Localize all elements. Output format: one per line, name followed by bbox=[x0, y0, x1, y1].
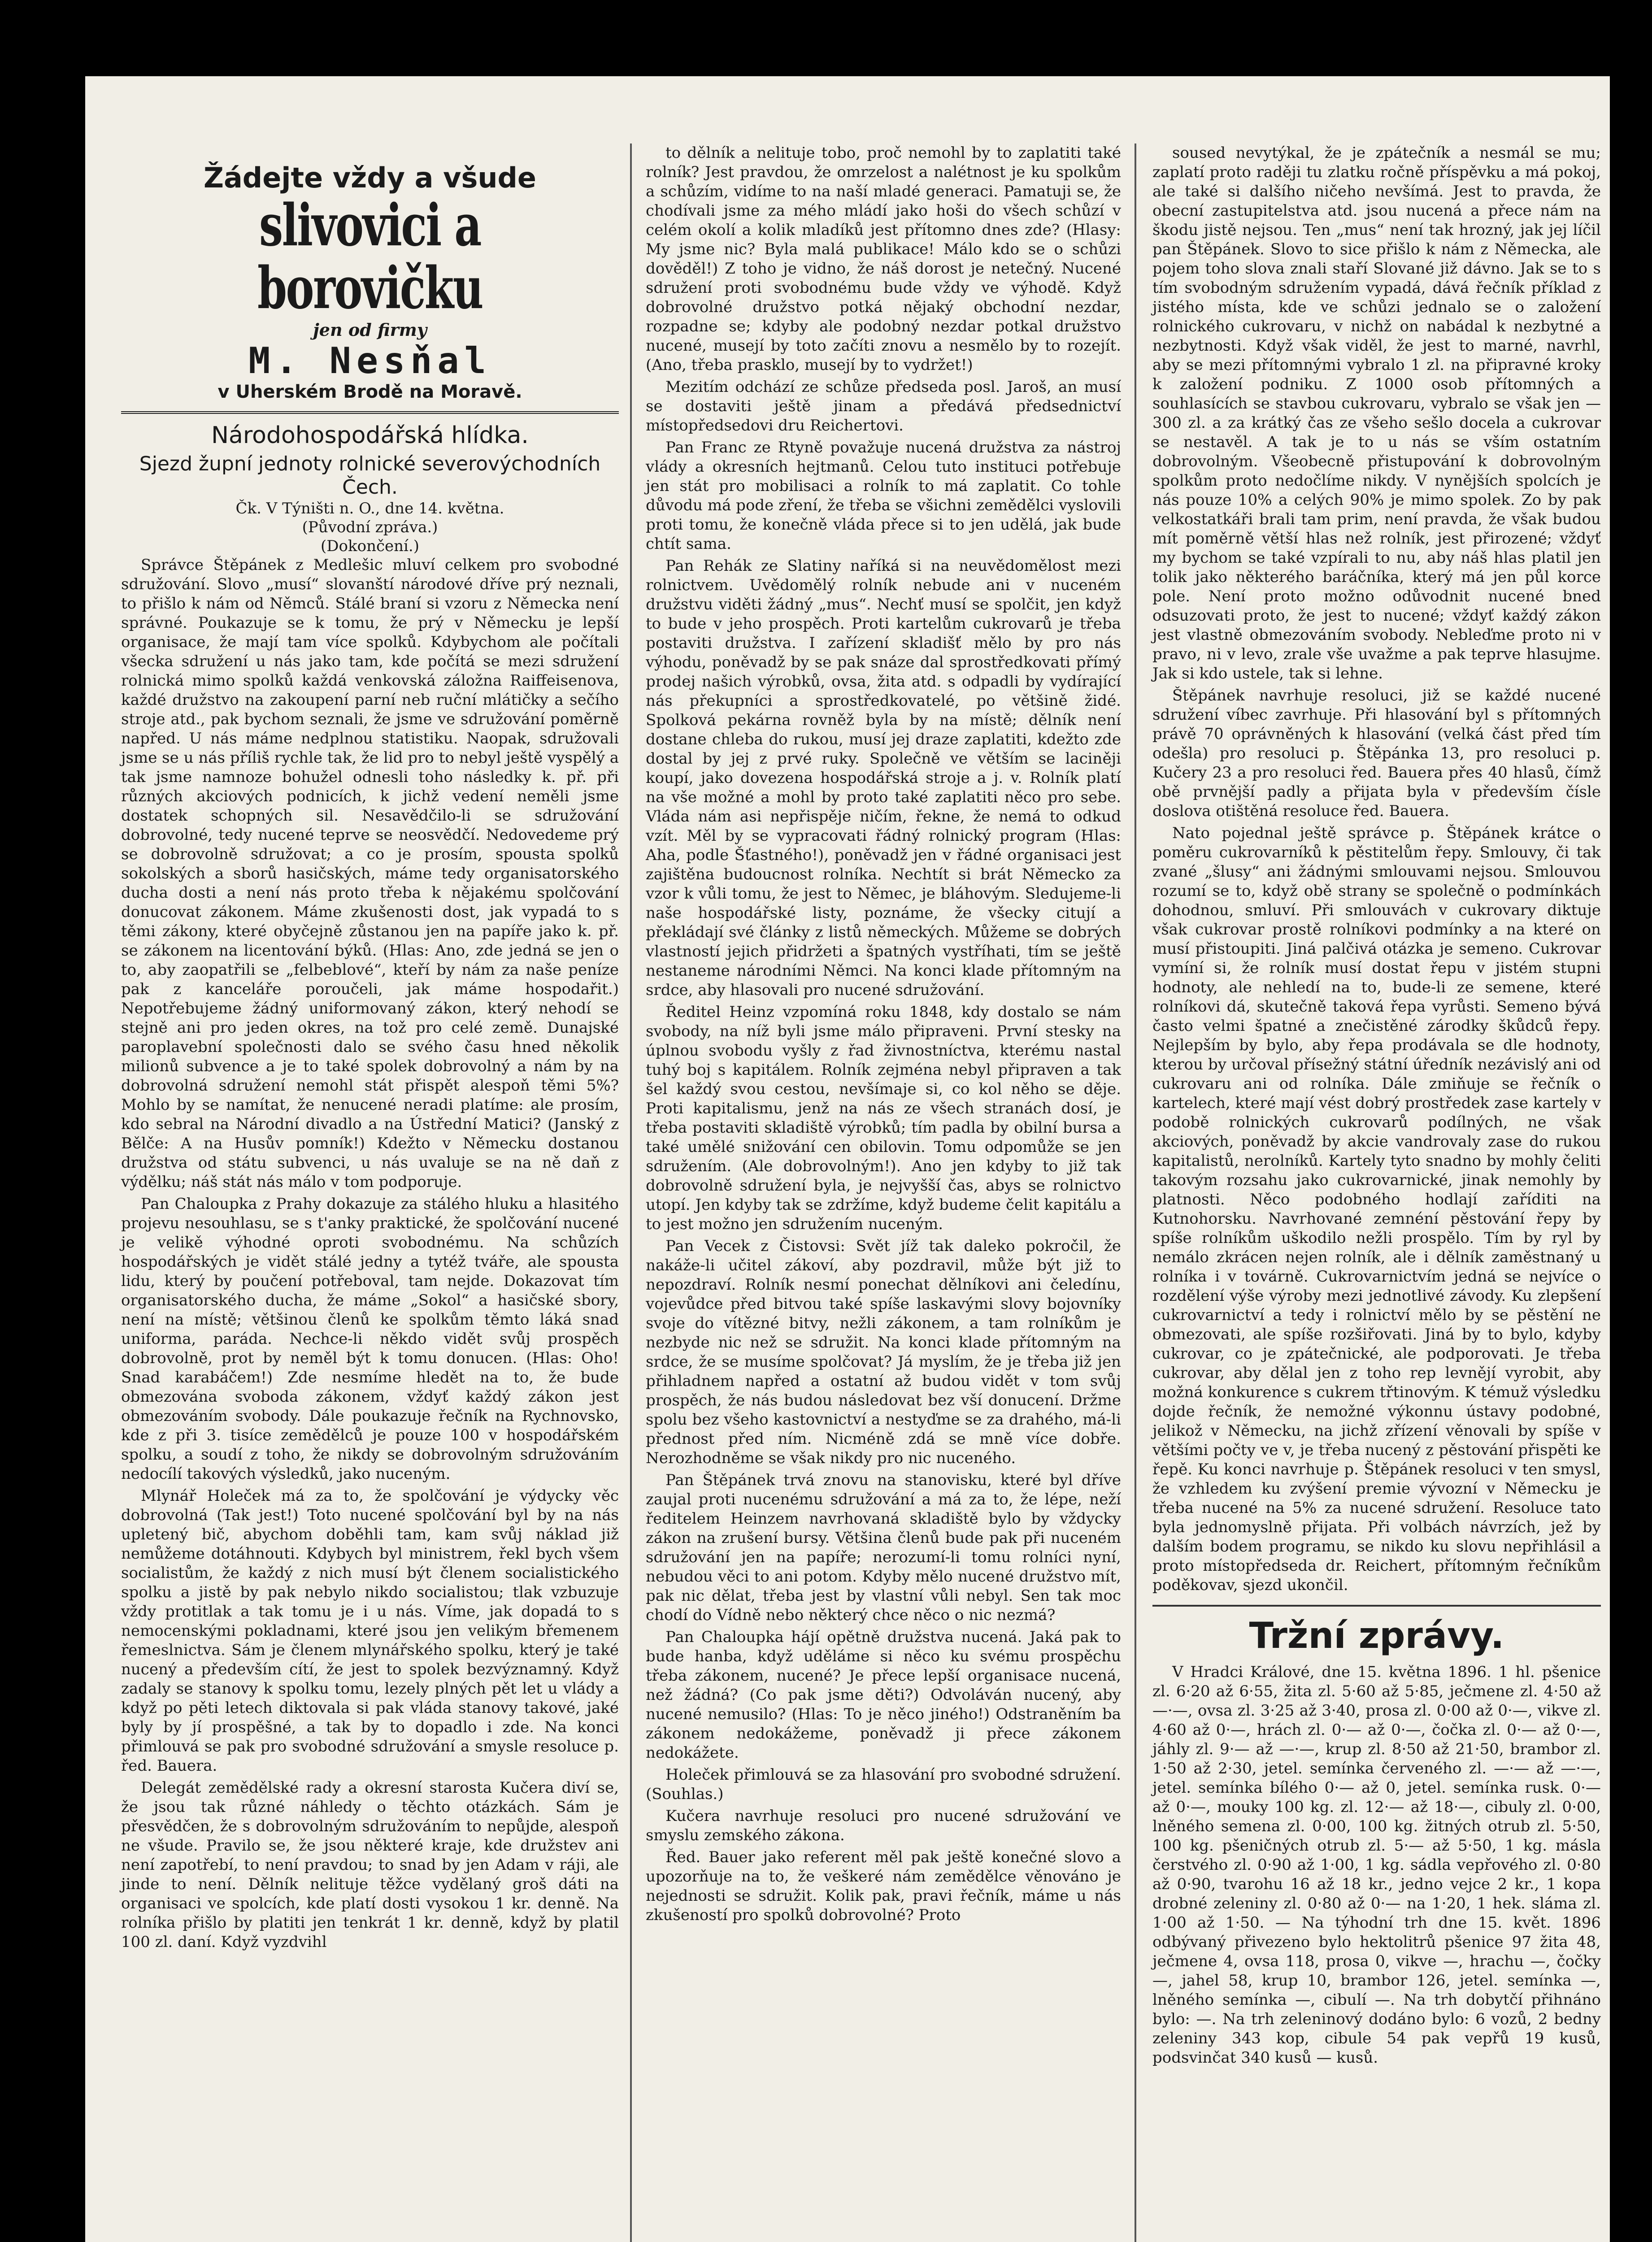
paragraph: Ředitel Heinz vzpomíná roku 1848, kdy dostalo se nám svobody, na níž byli jsme málo připraveni. První stesky na úplnou svobodu vyšly z řad živnostníctva, kterému nastal tuhý boj s kapitálem. Rolník zejména nebyl připraven a tak šel každý svou cestou, nevšímaje si, co kol něho se děje. Proti kapitalismu, jenž na nás ze všech stranách dosí, je třeba postaviti skladiště výrobků; tím padla by obilní bursa a také umělé snižování cen obilovin. Tomu odpomůže se jen sdružením. (Ale dobrovolným!). Ano jen kdyby to již tak dobrovolně sdružení byla, je nejvyšší čas, abys se rolnictvo utopí. Jen kdyby tak se zdržíme, když budeme čelit kapitálu a to jest možno jen sdružením nuceným. bbox=[646, 1003, 1121, 1233]
paragraph: Holeček přimlouvá se za hlasování pro svobodné sdružení. (Souhlas.) bbox=[646, 1766, 1121, 1803]
column-rule bbox=[1135, 143, 1136, 2242]
column-1 bbox=[121, 143, 619, 1955]
paragraph: Pan Rehák ze Slatiny naříká si na neuvědomělost mezi rolnictvem. Uvědomělý rolník nebude ani v nuceném družstvu viděti žádný „mus“. Nechť musí se spolčit, jen když to bude v jeho prospěch. Proti kartelům cukrovarů je třeba postaviti družstva. I zařízení skladišť mělo by pro nás výhodu, poněvadž by se pak snáze dal sprostředkovati přímý prodej našich výrobků, ovsa, žita atd. s odpadli by vydírající nás překupníci a sprostředkovatelé, po většině židé. Spolková pekárna rovněž byla by na místě; dělník není dostane chleba do rukou, musí jej draze zaplatiti, kdežto zde dostal by jej z prvé ruky. Společně ve větším se laciněji koupí, jako dovezena hospodářská stroje a j. v. Rolník platí na vše možné a mohl by proto také zaplatiti něco pro sebe. Vláda nám asi nepřispěje ničím, řekne, že nemá to odkud vzít. Měl by se vypracovati řádný rolnický program (Hlas: Aha, podle Šťastného!), poněvadž jen v řádné organisaci jest zajištěna budoucnost rolníka. Nechtít si brát Německo za vzor k vůli tomu, že jest to Němec, je bláhovým. Sledujeme-li naše hospodářské listy, poznáme, že všecky citují a překládají své články z listů německých. Můžeme se dobrých vlastností jejich přidržeti a špatných vystříhati, tím se ještě nestaneme národními Němci. Na konci klade přítomným na srdce, aby hlasovali pro nucené sdružování. bbox=[646, 557, 1121, 999]
column-rule bbox=[630, 143, 632, 2242]
ad-product: slivovici a borovičku bbox=[257, 192, 483, 322]
paragraph: Pan Chaloupka hájí opětně družstva nucená. Jaká pak to bude hanba, když uděláme si něco ku svému prospěchu třeba zákonem, nucené? Je přece lepší organisace nucená, než žádná? (Co pak jsme děti?) Odvoláván nucený, aby nucené nemusilo? (Hlas: To je něco jiného!) Odstraněním ba zákonem nedokážeme, poněvadž ji přece zákonem nedokážete. bbox=[646, 1628, 1121, 1762]
paragraph: Řed. Bauer jako referent měl pak ještě konečné slovo a upozorňuje na to, že veškeré nám zemědělce věnováno je nejednosti se sdružit. Kolik pak, pravi řečník, máme u nás zkušeností pro spolků dobrovolné? Proto bbox=[646, 1848, 1121, 1924]
paragraph: Nato pojednal ještě správce p. Štěpánek krátce o poměru cukrovarníků k pěstitelům řepy. Smlouvy, či tak zvané „šlusy“ ani žádnými smlouvami nejsou. Smlouvou rozumí se to, když obě strany se společně o podmínkách dohodnou, smluví. Při smlouvách v cukrovary diktuje však cukrovar prostě rolníkovi podmínky a na které on musí přistoupiti. Jiná palčivá otázka je semeno. Cukrovar vymíní si, že rolník musí dostat řepu v jistém stupni hodnoty, ale nehledí na to, bude-li ze semene, které rolníkovi dá, skutečně taková řepa vyrůsti. Semeno bývá často velmi špatné a znečistěné zárodky škůdců řepy. Nejlepším by bylo, aby řepa prodávala se dle hodnoty, kterou by určoval přísežný státní úředník nezávislý ani od cukrovaru ani od rolníka. Dále zmiňuje se řečník o kartelech, které mají vést dobrý prostředek zase kartely v podobě rolnických cukrovarů podílných, ne však akciových, poněvadž by akcie vandrovaly zase do rukou kapitalistů, nerolníků. Kartely tyto snadno by mohly čeliti takovým rozsahu jako cukrovarnické, jinak nemohly by platnosti. Něco podobného hodlají zaříditi na Kutnohorsku. Navrhované zemnéní pěstování řepy by spíše rolníkům uškodilo nežli prospělo. Tím by ryl by nemálo zkrácen nejen rolník, ale i dělník zaměstnaný u rolníka i v továrně. Cukrovarnictvím jedná se nejvíce o rozdělení výše výroby mezi jednotlivé závody. Ku zlepšení cukrovarnictví a tedy i rolnictví mělo by se pěstění ne obmezovati, ale spíše rozšiřovati. Jiná by to bylo, kdyby cukrovar, co je zpátečnické, ale podporovati. Je třeba cukrovar, aby dělal jen z toho rep levnějí vyrobit, aby možná konkurence s cukrem třtinovým. K témuž výsledku dojde řečník, že nemožné výkonnu ústavy podobné, jelikož v Německu, na jichž zřízení věnovali by spíše v většími počty ve v, je třeba nucený z pěstování přispěti ke řepě. Ku konci navrhuje p. Štěpánek resoluci v ten smysl, že vzhledem ku zvýšení premie vývozní v Německu je třeba nucené na 5% za nucené sdružení. Resoluce tato byla jednomyslně přijata. Při volbách návrzích, jež by dalším bodem programu, se nikdo ku slovu nepřihlásil a proto místopředseda dr. Reichert, přítomným řečníkům poděkovav, sjezd ukončil. bbox=[1152, 824, 1601, 1594]
paragraph: Štěpánek navrhuje resoluci, již se každé nucené sdružení víbec zavrhuje. Při hlasování byl s přítomných právě 70 oprávněných k hlasování (velká část před tím odešla) pro resoluci p. Štěpánka 13, pro resoluci p. Kučery 23 a pro resoluci řed. Bauera přes 40 hlasů, čímž obě prvnější padly a přijata byla v především čísle doslova otištěná resoluce řed. Bauera. bbox=[1152, 687, 1601, 820]
paragraph: Mezitím odchází ze schůze předseda posl. Jaroš, an musí se dostaviti ještě jinam a předává předsednictví místopředsedovi dru Reichertovi. bbox=[646, 378, 1121, 434]
paragraph: Pan Vecek z Čistovsi: Svět jíž tak daleko pokročil, že nakáže-li učitel zákoví, aby pozdravil, může být již to nepozdraví. Rolník nesmí ponechat dělníkovi ani čeledínu, vojevůdce před bitvou také spíše laskavými slovy bojovníky svoje do vítězné bitvy, nežli zákonem, a tam rolníkům je nezbyde nic než se sdružit. Na konci klade přítomným na srdce, že se musíme spolčovat? Já myslím, že je třeba již jen přihladnem napřed a ostatní až budou vidět v tom svůj prospěch, že nás budou následovat bez vší donucení. Držme spolu bez všeho kastovnictví a nestyďme se za drahého, má-li přednost před ním. Nicméně zdá se mně více dobře. Nerozhodněme se však nikdy pro nic nuceného. bbox=[646, 1237, 1121, 1467]
paragraph: Pan Štěpánek trvá znovu na stanovisku, které byl dříve zaujal proti nucenému sdružování a má za to, že lépe, neží ředitelem Heinzem navrhovaná skladiště bylo by vždycky zákon na zrušení bursy. Většina členů bude pak při nuceném sdružování jen na papíře; nerozumí-li tomu rolníci nyní, nebudou věci to ani potom. Kdyby mělo nucené družstvo mít, pak nic dělat, třeba jest by vlastní vůli nebyl. Sen tak moc chodí do Vídně nebo některý chce něco o nic nezmá? bbox=[646, 1471, 1121, 1624]
market-report: V Hradci Králové, dne 15. května 1896. 1 hl. pšenice zl. 6·20 až 6·55, žita zl. 5·60 až 5·85, ječmene zl. 4·50 až —·—, ovsa zl. 3·25 až 3·40, prosa zl. 0·00 až 0·—, vikve zl. 4·60 až 0·—, hrách zl. 0·— až 0·—, čočka zl. 0·— až 0·—, jáhly zl. 9·— až —·—, krup zl. 8·50 až 21·50, brambor zl. 1·50 až 2·30, jetel. semínka červeného zl. —·— až —·—, jetel. semínka bílého 0·— až 0, jetel. semínka rusk. 0·— až 0·—, mouky 100 kg. zl. 12·— až 18·—, cibuly zl. 0·00, lněného semena zl. 0·00, 100 kg. žitných otrub zl. 5·50, 100 kg. pšeničných otrub zl. 5·— až 5·50, 1 kg. másla čerstvého zl. 0·90 až 1·00, 1 kg. sádla vepřového zl. 0·80 až 0·90, tvarohu 16 až 18 kr., jedno vejce 2 kr., 1 kopa drobné zeleniny zl. 0·80 až 0·— na 1·20, 1 hek. sláma zl. 1·00 až 1·50. — Na týhodní trh dne 15. květ. 1896 odbývaný přivezeno bylo hektolitrů pšenice 97 žita 48, ječmene 4, ovsa 118, prosa 0, vikve —, hrachu —, čočky —, jahel 58, krup 10, brambor 126, jetel. semínka —, lněného semínka —, cibulí —. Na trh dobytčí přihnáno bylo: —. Na trh zeleninový dodáno bylo: 6 vozů, 2 bedny zeleniny 343 kop, cibule 54 pak vepřů 19 kusů, podsvinčat 340 kusů — kusů. bbox=[1152, 1663, 1601, 2067]
market-title: Tržní zprávy. bbox=[1152, 1605, 1601, 1656]
ad-location: v Uherském Brodě na Moravě. bbox=[217, 382, 522, 402]
ad-headline: Žádejte vždy a všude bbox=[204, 161, 536, 194]
paragraph: Delegát zemědělské rady a okresní starosta Kučera diví se, že jsou tak různé náhledy o těchto otázkách. Sám je přesvědčen, že s dobrovolným sdružováním to nepůjde, alespoň ne všude. Pravilo se, že jsou některé kraje, kde družstev ani není zapotřebí, to není pravdou; to snad by jen Adam v ráji, ale jinde to není. Dělník nelituje těžce vydělaný groš dáti na organisaci ve spolcích, kde platí dosti vysokou 1 kr. denně. Na rolníka přišlo by platiti jen tenkrát 1 kr. denně, když by platil 100 zl. daní. Když vyzdvihl bbox=[121, 1779, 619, 1951]
column-3 bbox=[1152, 143, 1601, 2070]
paragraph: Pan Chaloupka z Prahy dokazuje za stálého hluku a hlasitého projevu nesouhlasu, se s t'anky praktické, že spolčování nucené je velikě výhodné oproti svobodnému. Na schůzích hospodářských je vidět stálé jedny a tytéž tváře, ale spousta lidu, který by poučení potřeboval, tam nejde. Dokazovat tím organisatorského ducha, že máme „Sokol“ a hasičské sbory, není na místě; většinou členů ke spolkům těmto láká snad uniforma, paráda. Nechce-li někdo vidět svůj prospěch dobrovolně, prot by neměl být k tomu donucen. (Hlas: Oho! Snad karabáčem!) Zde nesmíme hledět na to, že bude obmezována svoboda zákonem, vždyť každý zákon jest obmezováním svobody. Dále poukazuje řečník na Rychnovsko, kde z při 3. tisíce zemědělců je pouze 100 v hospodářském spolku, a soudí z toho, že nikdy se dobrovolným sdružováním nedocílí takových výsledků, jako nuceným. bbox=[121, 1195, 619, 1483]
newspaper-page bbox=[85, 76, 1610, 2242]
column-2 bbox=[646, 143, 1121, 1928]
ad-firm-label: jen od firmy bbox=[313, 320, 427, 340]
paragraph: soused nevytýkal, že je zpátečník a nesmál se mu; zaplatí proto raději tu zlatku ročně příspěvku a má pokoj, ale také si dalšího ničeho nevšímá. Jest to pravda, že obecní zastupitelstva atd. jsou nucená a přece nám na škodu jistě nejsou. Ten „mus“ není tak hrozný, jak jej líčil pan Štěpánek. Slovo to sice přišlo k nám z Německa, ale pojem toho slova znali staří Slované již dávno. Jak se to s tím svobodným sdružením vypadá, dává řečník příklad z jistého místa, kde ve schůzi jednalo se o založení rolnického cukrovaru, v nichž on nabádal k nezbytné a nezbytnosti. Když však viděl, že jest to marné, navrhl, aby se mezi přítomnými vybralo 1 zl. na připravné kroky k založení podniku. Z 1000 osob přítomných a souhlasících se stavbou cukrovaru, vybralo se však jen — 300 zl. a za krátký čas ze všeho sešlo docela a cukrovar se nestavěl. A tak je to u nás se vším ostatním dobrovolným. Všeobecně přistupování k dobrovolným spolkům proto nedočlíme nikdy. V nynějších spolcích je nás pouze 10% a celých 90% je mimo spolek. Zo by pak velkostatkáři brali tam prim, není pravda, že však budou mít poměrně větší hlas než rolník, jest přirozené; vždyť my bychom se také vzpírali to nu, aby náš hlas platil jen tolik jako některého baráčníka, který má jen půl korce pole. Není proto možno odůvodnit nucené bned odsuzovati proto, že jest to nucené; vždyť každý zákon jest vlastně obmezováním svobody. Nebleďme proto ni v pravo, ni v levo, zrale vše uvažme a pak teprve hlasujme. Jak si kdo ustele, tak si lehne. bbox=[1152, 144, 1601, 682]
advertisement bbox=[121, 161, 619, 414]
section-title: Národohospodářská hlídka. bbox=[211, 422, 529, 449]
article-note: (Původní zpráva.) bbox=[302, 518, 438, 536]
paragraph: Správce Štěpánek z Medlešic mluví celkem pro svobodné sdružování. Slovo „musí“ slovanští národové dříve prý neznali, to přišlo k nám od Němců. Stálé braní si vzoru z Německa není správné. Poukazuje se k tomu, že prý v Německu je lepší organisace, že mají tam více spolků. Kdybychom ale počítali všecka sdružení u nás jako tam, kde počítá se mezi sdružení rolnická mimo spolků každá venkovská záložna Raiffeisenova, každé družstvo na zakoupení parní neb ruční mlátičky a sečího stroje atd., pak bychom seznali, že jsme ve sdružování poměrně napřed. U nás máme nedplnou statistiku. Naopak, sdružovali jsme se u nás příliš rychle tak, že lid pro to nebyl ještě vyspělý a tak jsme namnoze bohužel odnesli toho následky k. př. při různých akciových podnicích, k jichž vedení neměli jsme dostatek schopných sil. Nesavědčilo-li se sdružování dobrovolné, tedy nucené teprve se neosvědčí. Nedovedeme prý se dobrovolně sdružovat; a co je prosím, spousta spolků sokolských a sborů hasičských, máme tedy organisatorského ducha dosti a není nás proto třeba k nějakému spolčování donucovat zákonem. Máme zkušenosti dost, jak vypadá to s těmi zákony, které obyčejně zůstanou jen na papíře jako k. př. se zákonem na licentování býků. (Hlas: Ano, zde jedná se jen o to, aby zaopatřili se „felbeblové“, kteří by nám za naše peníze pak z kanceláře poroučeli, jak máme hospodařit.) Nepotřebujeme žádný uniformovaný zákon, který nehodí se stejně ani pro jeden okres, na tož pro celé země. Dunajské paroplavební společnosti dalo se svého času hned několik milionů subvence a je to také spolek dobrovolný a nám by na dobrovolná sdružení nemohl stát přispět alespoň těmi 5%? Mohlo by se namítat, že nenucené neradi platíme: ale prosím, kdo sebral na Národní divadlo a na Ústřední Matici? (Janský z Bělče: A na Husův pomník!) Kdežto v Německu dostanou družstva od státu subvenci, u nás uvaluje se na ně daň z výdělku; náš stát nás málo v tom podporuje. bbox=[121, 556, 619, 1191]
paragraph: to dělník a nelituje tobo, proč nemohl by to zaplatiti také rolník? Jest pravdou, že omrzelost a nalétnost je ku spolkům a schůzím, vidíme to na naší mladé generaci. Pamatuji se, že chodívali jsme za mého mládí jako hoši do všech schůzí v celém okolí a kolik mladíků jest přítomno dnes zde? (Hlasy: My jsme nic? Byla malá publikace! Málo kdo se o schůzi dověděl!) Z toho je vidno, že náš dorost je netečný. Nucené sdružení proti svobodnému bude vždy ve výhodě. Když dobrovolné družstvo potká nějaký obchodní nezdar, rozpadne se; kdyby ale podobný nezdar potkal družstvo nucené, musejí by toto začíti znovu a nesmělo by to rozejít. (Ano, třeba prasklo, musejí by to vydržet!) bbox=[646, 144, 1121, 374]
paragraph: Kučera navrhuje resoluci pro nucené sdružování ve smyslu zemského zákona. bbox=[646, 1807, 1121, 1844]
dateline: Čk. V Týništi n. O., dne 14. května. bbox=[235, 500, 504, 517]
paragraph: Pan Franc ze Rtyně považuje nucená družstva za nástroj vlády a okresních hejtmanů. Celou tuto instituci potřebuje jen stát pro mobilisaci a rolník to má zaplatit. Co tohle důvodu má pode zření, že třeba se všichni zemědělci vyslovili proti tomu, že konečně vláda přece si to jen udělá, jak bude chtít sama. bbox=[646, 439, 1121, 553]
paragraph: Mlynář Holeček má za to, že spolčování je výdycky věc dobrovolná (Tak jest!) Toto nucené spolčování byl by na nás upletený bič, abychom doběhli tam, kam svůj náklad již nemůžeme dotáhnouti. Kdybych byl ministrem, řekl bych všem socialistům, že každý z nich musí být členem socialistického spolku a jistě by pak nebylo nikdo socialistou; tlak vzbuzuje vždy protitlak a tak tomu je i u nás. Víme, jak dopadá to s nemocenskými pokladnami, které jsou jen velikým břemenem řemeslnictva. Sám je členem mlynářského spolku, který je také nucený a především cítí, že jest to spolek bezvýznamný. Když zadaly se stanovy k spolku tomu, lezely plných pět let u vlády a když po pěti letech diktovala si pak vláda stanovy takové, jaké byly by jí prospěšné, a tak by to dopadlo i zde. Na konci přimlouvá se pak pro svobodné sdružování a smysle resoluce p. řed. Bauera. bbox=[121, 1487, 619, 1775]
article-note: (Dokončení.) bbox=[321, 537, 419, 555]
ad-firm-name: M. Nesňal bbox=[248, 340, 491, 382]
article-title: Sjezd župní jednoty rolnické severovýchodních Čech. bbox=[139, 452, 601, 499]
